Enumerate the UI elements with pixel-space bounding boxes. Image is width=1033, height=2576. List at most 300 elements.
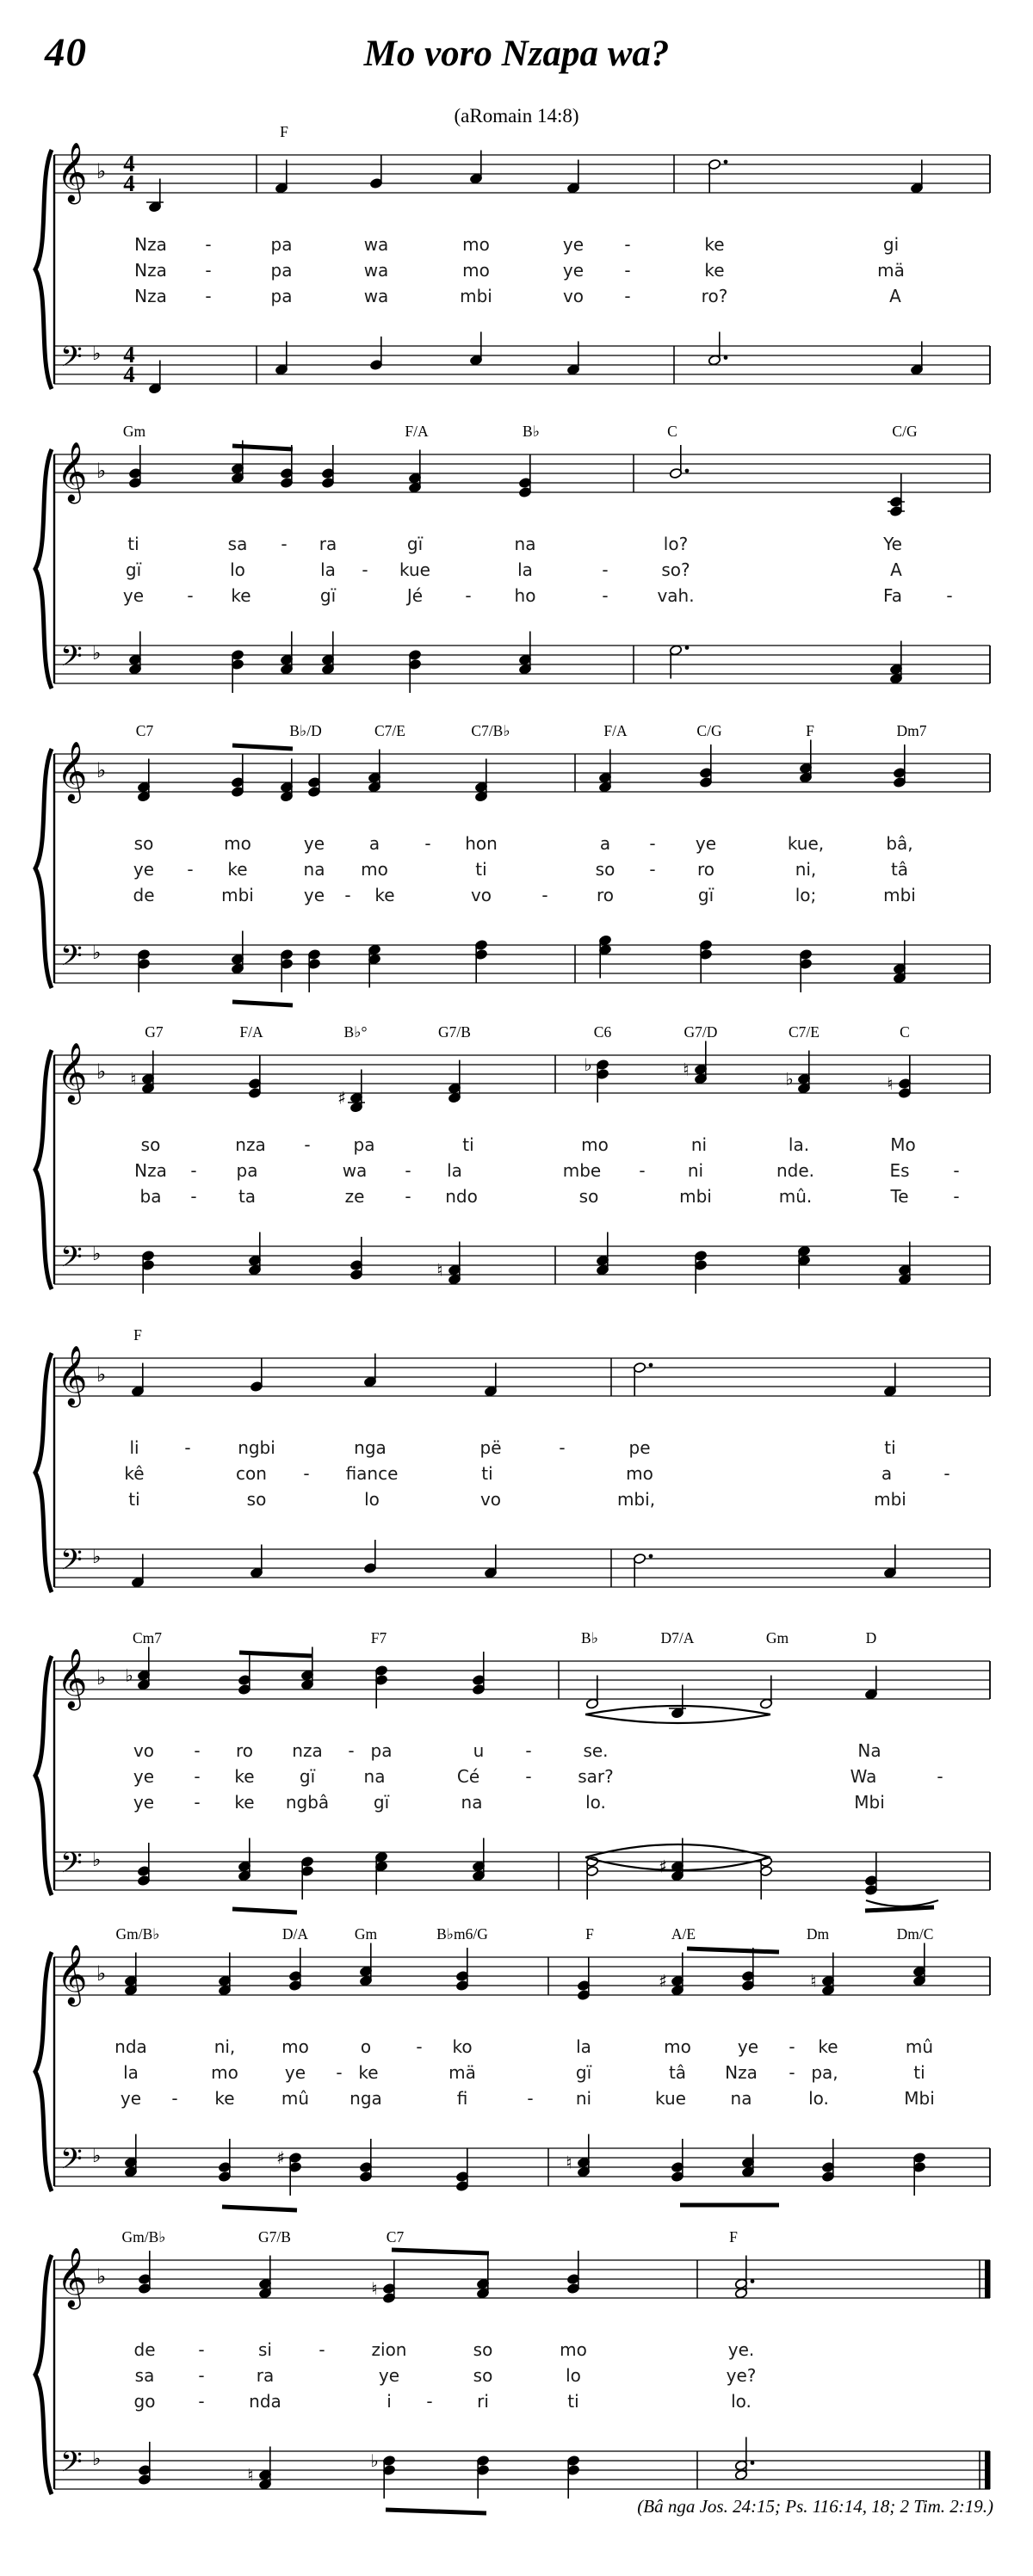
accidental-icon: ♭ bbox=[370, 2450, 379, 2471]
lyric-syllable: Cé bbox=[456, 1766, 480, 1787]
chord-label: Cm7 bbox=[132, 1629, 163, 1646]
bass-staff bbox=[54, 1852, 990, 1890]
chord-label: C bbox=[667, 423, 677, 440]
lyric-syllable: mû bbox=[905, 2036, 934, 2057]
system-brace bbox=[35, 1050, 52, 1289]
lyric-syllable: ze bbox=[344, 1186, 365, 1207]
lyric-syllable: ke bbox=[374, 885, 395, 905]
lyric-syllable: gï bbox=[406, 534, 424, 554]
note bbox=[912, 1943, 925, 1986]
lyric-syllable: ye bbox=[133, 1766, 155, 1787]
note bbox=[448, 1060, 461, 1103]
lyric-syllable: so bbox=[140, 1134, 161, 1155]
lyric-syllable: a bbox=[881, 1463, 893, 1484]
lyric-syllable: ye? bbox=[726, 2365, 757, 2386]
lyric-syllable: ni bbox=[687, 1160, 704, 1181]
note bbox=[370, 2450, 395, 2499]
lyric-syllable: ke bbox=[231, 585, 251, 606]
beam bbox=[222, 2207, 297, 2210]
chord-label: C/G bbox=[696, 722, 722, 739]
note bbox=[893, 744, 906, 788]
note bbox=[137, 759, 150, 802]
note bbox=[694, 1251, 707, 1294]
note bbox=[889, 641, 902, 684]
lyric-syllable: gï bbox=[697, 885, 714, 905]
lyric-hyphen: - bbox=[205, 286, 212, 306]
system-brace bbox=[35, 449, 52, 689]
note bbox=[276, 2147, 301, 2196]
lyric-syllable: so bbox=[578, 1186, 599, 1207]
beam bbox=[232, 446, 293, 449]
lyric-hyphen: - bbox=[198, 2365, 205, 2386]
lyric-syllable: mû bbox=[281, 2088, 310, 2109]
lyric-hyphen: - bbox=[527, 2088, 534, 2109]
lyric-syllable: con bbox=[236, 1463, 267, 1484]
chord-label: Dm bbox=[806, 1925, 830, 1943]
note bbox=[566, 2134, 590, 2178]
accidental-icon: ♮ bbox=[130, 1068, 137, 1090]
chord-label: B♭ bbox=[523, 423, 540, 440]
note bbox=[566, 2456, 579, 2499]
chord-label: G7/B bbox=[258, 2228, 291, 2246]
lyric-syllable: mbi bbox=[874, 1489, 906, 1510]
lyric-syllable: ye bbox=[133, 859, 155, 880]
lyric-hyphen: - bbox=[405, 1160, 411, 1181]
note bbox=[898, 1242, 911, 1285]
note bbox=[741, 2134, 754, 2178]
lyric-syllable: ke bbox=[214, 2088, 235, 2109]
lyric-hyphen: - bbox=[649, 859, 656, 880]
accidental-icon: ♮ bbox=[371, 2278, 378, 2299]
lyric-syllable: si bbox=[258, 2339, 272, 2360]
beam bbox=[392, 2250, 489, 2253]
chord-label: F7 bbox=[370, 1629, 387, 1646]
note bbox=[280, 445, 293, 488]
key-flat-icon: ♭ bbox=[92, 643, 102, 664]
lyric-hyphen: - bbox=[198, 2339, 205, 2360]
lyric-syllable: wa bbox=[363, 234, 389, 255]
note bbox=[138, 2251, 151, 2294]
lyric-syllable: ra bbox=[319, 534, 337, 554]
lyric-syllable: nda bbox=[249, 2391, 281, 2412]
chord-label: Dm/C bbox=[896, 1925, 934, 1943]
lyric-syllable: sar? bbox=[578, 1766, 614, 1787]
note bbox=[124, 2134, 137, 2178]
accidental-icon: ♭ bbox=[125, 1665, 133, 1686]
bass-clef-icon: 𝄢 bbox=[60, 2446, 83, 2486]
lyric-syllable: o bbox=[360, 2036, 372, 2057]
note bbox=[821, 2139, 834, 2182]
lyric-syllable: ti bbox=[884, 1437, 896, 1458]
accidental-icon: ♯ bbox=[337, 1087, 346, 1109]
chord-label: B♭ bbox=[581, 1629, 598, 1646]
accidental-icon: ♯ bbox=[276, 2147, 285, 2168]
note bbox=[888, 473, 905, 516]
chord-label: F/A bbox=[405, 423, 429, 440]
lyric-hyphen: - bbox=[559, 1437, 566, 1458]
lyric-hyphen: - bbox=[190, 1186, 197, 1207]
lyric-syllable: mbi bbox=[883, 885, 916, 905]
note bbox=[912, 2153, 925, 2196]
lyric-syllable: mû. bbox=[778, 1186, 813, 1207]
lyric-syllable: li bbox=[129, 1437, 139, 1458]
lyric-syllable: A bbox=[890, 559, 902, 580]
lyric-syllable: Nza bbox=[134, 234, 167, 255]
lyric-hyphen: - bbox=[187, 585, 194, 606]
lyric-syllable: kue, bbox=[787, 833, 825, 854]
note bbox=[337, 1070, 365, 1113]
chord-label: A/E bbox=[671, 1925, 696, 1943]
note bbox=[307, 949, 320, 992]
bass-clef-icon: 𝄢 bbox=[60, 1544, 83, 1584]
lyric-syllable: ro bbox=[596, 885, 615, 905]
lyric-syllable: so bbox=[473, 2339, 493, 2360]
lyric-hyphen: - bbox=[348, 1740, 355, 1761]
lyric-syllable: wa bbox=[342, 1160, 368, 1181]
note bbox=[474, 940, 487, 983]
bass-staff bbox=[54, 2148, 990, 2186]
lyric-syllable: tâ bbox=[890, 859, 909, 880]
treble-clef-icon: 𝄞 bbox=[57, 2247, 88, 2307]
lyric-syllable: ke bbox=[234, 1792, 255, 1813]
lyric-syllable: la bbox=[447, 1160, 462, 1181]
lyric-syllable: lo bbox=[566, 2365, 581, 2386]
lyric-syllable: lo? bbox=[663, 534, 689, 554]
chord-label: Gm bbox=[354, 1925, 378, 1943]
chord-label: F bbox=[280, 123, 288, 140]
system-brace bbox=[35, 1656, 52, 1895]
lyric-hyphen: - bbox=[943, 1463, 950, 1484]
time-signature: 4 bbox=[123, 151, 135, 176]
note bbox=[374, 1851, 387, 1894]
note bbox=[455, 1948, 468, 1991]
key-flat-icon: ♭ bbox=[92, 1547, 102, 1568]
lyric-syllable: pa bbox=[370, 1740, 393, 1761]
lyric-syllable: na bbox=[303, 859, 325, 880]
note bbox=[699, 940, 712, 983]
lyric-syllable: Na bbox=[857, 1740, 881, 1761]
lyric-hyphen: - bbox=[602, 585, 609, 606]
treble-clef-icon: 𝄞 bbox=[57, 1648, 88, 1708]
lyric-syllable: mbi bbox=[679, 1186, 712, 1207]
lyric-syllable: Wa bbox=[850, 1766, 877, 1787]
chord-label: C7/B♭ bbox=[471, 722, 510, 739]
tie-arc bbox=[585, 1844, 770, 1857]
note bbox=[218, 2139, 231, 2182]
note bbox=[280, 632, 293, 675]
note bbox=[472, 1838, 485, 1881]
system-brace bbox=[35, 150, 52, 389]
note bbox=[799, 949, 812, 992]
accidental-icon: ♭ bbox=[785, 1068, 794, 1090]
lyric-syllable: ye bbox=[562, 260, 585, 281]
lyric-syllable: mo bbox=[462, 234, 490, 255]
lyric-syllable: ke bbox=[704, 234, 725, 255]
lyric-syllable: mä bbox=[448, 2062, 476, 2083]
lyric-syllable: so bbox=[246, 1489, 267, 1510]
lyric-syllable: ba bbox=[139, 1186, 162, 1207]
beam bbox=[687, 1949, 779, 1952]
chord-label: G7 bbox=[145, 1023, 164, 1041]
note bbox=[734, 2256, 754, 2299]
note bbox=[671, 2139, 684, 2182]
lyric-syllable: ye bbox=[695, 833, 717, 854]
note bbox=[436, 1242, 461, 1285]
chord-label: D bbox=[865, 1629, 877, 1646]
lyric-syllable: ye bbox=[378, 2365, 400, 2386]
lyric-syllable: la bbox=[576, 2036, 591, 2057]
note bbox=[258, 2256, 271, 2299]
note bbox=[128, 445, 141, 488]
lyric-syllable: vo bbox=[479, 1489, 502, 1510]
chord-label: C/G bbox=[892, 423, 918, 440]
chord-label: C bbox=[900, 1023, 910, 1041]
treble-clef-icon: 𝄞 bbox=[57, 142, 88, 202]
key-flat-icon: ♭ bbox=[92, 2449, 102, 2470]
accidental-icon: ♮ bbox=[566, 2152, 572, 2173]
lyric-syllable: nza bbox=[292, 1740, 323, 1761]
lyric-hyphen: - bbox=[789, 2062, 795, 2083]
lyric-syllable: mä bbox=[877, 260, 905, 281]
lyric-syllable: i bbox=[387, 2391, 392, 2412]
lyric-hyphen: - bbox=[525, 1766, 532, 1787]
bass-clef-icon: 𝄢 bbox=[60, 1241, 83, 1281]
accidental-icon: ♯ bbox=[659, 1856, 667, 1877]
note bbox=[759, 1856, 772, 1900]
lyric-syllable: na bbox=[363, 1766, 386, 1787]
lyric-syllable: Jé bbox=[406, 585, 424, 606]
lyric-syllable: mbi bbox=[221, 885, 254, 905]
key-flat-icon: ♭ bbox=[92, 942, 102, 964]
lyric-syllable: mbi, bbox=[616, 1489, 656, 1510]
lyric-hyphen: - bbox=[953, 1160, 960, 1181]
chord-label: C7/E bbox=[374, 722, 405, 739]
music-system-6 bbox=[0, 1620, 1033, 1923]
scripture-footer: (Bâ nga Jos. 24:15; Ps. 116:14, 18; 2 Tim. 2:19.) bbox=[637, 2496, 993, 2517]
lyric-syllable: mo bbox=[281, 2036, 309, 2057]
lyric-syllable: gï bbox=[125, 559, 142, 580]
lyric-syllable: nde. bbox=[776, 1160, 815, 1181]
lyric-syllable: ta bbox=[238, 1186, 257, 1207]
page-subtitle: (aRomain 14:8) bbox=[454, 105, 579, 127]
note bbox=[371, 2260, 395, 2303]
lyric-syllable: Nza bbox=[725, 2062, 758, 2083]
lyric-syllable: vo bbox=[562, 286, 585, 306]
chord-label: F bbox=[585, 1925, 594, 1943]
lyric-syllable: ro? bbox=[701, 286, 728, 306]
lyric-syllable: pa, bbox=[811, 2062, 838, 2083]
lyric-hyphen: - bbox=[624, 234, 631, 255]
lyric-syllable: lo. bbox=[585, 1792, 606, 1813]
lyric-hyphen: - bbox=[336, 2062, 343, 2083]
lyric-hyphen: - bbox=[541, 885, 548, 905]
chord-label: F bbox=[133, 1326, 142, 1344]
bass-clef-icon: 𝄢 bbox=[60, 1847, 83, 1887]
lyric-syllable: A bbox=[889, 286, 901, 306]
lyric-syllable: Nza bbox=[134, 1160, 167, 1181]
lyric-syllable: gï bbox=[575, 2062, 592, 2083]
note bbox=[231, 754, 244, 797]
note bbox=[887, 1055, 911, 1098]
bass-clef-icon: 𝄢 bbox=[60, 341, 83, 380]
note bbox=[130, 1051, 154, 1094]
lyric-hyphen: - bbox=[624, 260, 631, 281]
lyric-hyphen: - bbox=[602, 559, 609, 580]
beam bbox=[386, 2510, 486, 2513]
lyric-hyphen: - bbox=[424, 833, 431, 854]
chord-label: Dm7 bbox=[896, 722, 927, 739]
lyric-hyphen: - bbox=[194, 1766, 201, 1787]
lyric-syllable: Mbi bbox=[904, 2088, 935, 2109]
lyric-syllable: la. bbox=[788, 1134, 810, 1155]
lyric-syllable: ti bbox=[913, 2062, 925, 2083]
lyric-syllable: ke bbox=[234, 1766, 255, 1787]
note bbox=[231, 650, 244, 693]
treble-staff bbox=[54, 1055, 990, 1093]
accidental-icon: ♮ bbox=[887, 1073, 894, 1094]
lyric-syllable: mo bbox=[462, 260, 490, 281]
note bbox=[699, 744, 712, 788]
lyric-syllable: a bbox=[368, 833, 380, 854]
lyric-syllable: ye bbox=[122, 585, 145, 606]
lyric-syllable: ye bbox=[303, 885, 325, 905]
key-flat-icon: ♭ bbox=[96, 1059, 107, 1084]
chord-label: B♭m6/G bbox=[436, 1925, 488, 1943]
treble-staff bbox=[54, 1358, 990, 1396]
treble-staff bbox=[54, 1661, 990, 1699]
note bbox=[250, 1358, 263, 1392]
lyric-syllable: ye bbox=[562, 234, 585, 255]
lyric-syllable: ngbâ bbox=[285, 1792, 330, 1813]
lyric-syllable: ra bbox=[256, 2365, 275, 2386]
music-system-2 bbox=[0, 413, 1033, 716]
note bbox=[374, 1665, 387, 1708]
chord-label: C7 bbox=[386, 2228, 405, 2246]
key-flat-icon: ♭ bbox=[92, 1244, 102, 1265]
lyric-syllable: vah. bbox=[657, 585, 695, 606]
note bbox=[469, 332, 482, 366]
bass-clef-icon: 𝄢 bbox=[60, 640, 83, 680]
time-signature: 4 bbox=[123, 361, 135, 387]
lyric-syllable: gï bbox=[319, 585, 337, 606]
chord-label: F bbox=[806, 722, 814, 739]
lyric-syllable: fi bbox=[456, 2088, 468, 2109]
lyric-syllable: ni bbox=[690, 1134, 708, 1155]
key-flat-icon: ♭ bbox=[92, 2146, 102, 2167]
lyric-hyphen: - bbox=[304, 1134, 311, 1155]
lyric-syllable: pa bbox=[270, 260, 293, 281]
lyric-hyphen: - bbox=[416, 2036, 423, 2057]
system-brace bbox=[35, 749, 52, 988]
lyric-syllable: Mo bbox=[890, 1134, 916, 1155]
bass-staff bbox=[54, 646, 990, 683]
lyric-syllable: ni bbox=[575, 2088, 592, 2109]
lyric-hyphen: - bbox=[946, 585, 953, 606]
beam bbox=[865, 1907, 934, 1911]
lyric-syllable: ti bbox=[127, 534, 139, 554]
lyric-syllable: tâ bbox=[668, 2062, 687, 2083]
beam bbox=[232, 745, 293, 749]
note bbox=[566, 2251, 579, 2294]
accidental-icon: ♮ bbox=[247, 2464, 254, 2486]
system-brace bbox=[35, 2255, 52, 2494]
lyric-syllable: gï bbox=[299, 1766, 316, 1787]
lyric-syllable: u bbox=[473, 1740, 485, 1761]
note bbox=[708, 332, 727, 366]
lyric-syllable: Nza bbox=[134, 286, 167, 306]
lyric-syllable: ke bbox=[704, 260, 725, 281]
lyric-syllable: sa bbox=[227, 534, 248, 554]
accidental-icon: ♮ bbox=[810, 1970, 817, 1992]
lyric-hyphen: - bbox=[465, 585, 472, 606]
chord-label: G7/B bbox=[438, 1023, 471, 1041]
lyric-hyphen: - bbox=[344, 885, 351, 905]
lyric-syllable: ti bbox=[462, 1134, 474, 1155]
chord-label: Gm bbox=[765, 1629, 789, 1646]
chord-label: C7/E bbox=[789, 1023, 820, 1041]
bass-staff bbox=[54, 1246, 990, 1284]
note bbox=[584, 1054, 609, 1103]
accidental-icon: ♮ bbox=[683, 1059, 690, 1080]
music-system-5 bbox=[0, 1317, 1033, 1620]
treble-clef-icon: 𝄞 bbox=[57, 741, 88, 801]
lyric-syllable: la bbox=[123, 2062, 139, 2083]
lyric-syllable: mo bbox=[581, 1134, 609, 1155]
note bbox=[864, 1852, 877, 1895]
lyric-hyphen: - bbox=[194, 1792, 201, 1813]
lyric-syllable: Te bbox=[890, 1186, 909, 1207]
lyric-syllable: kue bbox=[655, 2088, 686, 2109]
lyric-syllable: mo bbox=[664, 2036, 691, 2057]
lyric-syllable: ti bbox=[475, 859, 487, 880]
chord-label: D/A bbox=[281, 1925, 309, 1943]
note bbox=[238, 1838, 251, 1881]
lyric-syllable: ke bbox=[358, 2062, 379, 2083]
lyric-hyphen: - bbox=[194, 1740, 201, 1761]
beam bbox=[239, 1652, 312, 1656]
lyric-hyphen: - bbox=[281, 534, 288, 554]
lyric-syllable: ngbi bbox=[238, 1437, 275, 1458]
lyric-syllable: a bbox=[599, 833, 611, 854]
note bbox=[141, 1251, 154, 1294]
note bbox=[321, 445, 334, 488]
note bbox=[349, 1237, 362, 1280]
lyric-syllable: so? bbox=[661, 559, 690, 580]
lyric-syllable: se. bbox=[583, 1740, 609, 1761]
bass-staff bbox=[54, 945, 990, 983]
lyric-syllable: pe bbox=[628, 1437, 651, 1458]
note bbox=[785, 1051, 810, 1094]
lyric-syllable: Nza bbox=[134, 260, 167, 281]
note bbox=[797, 1245, 810, 1288]
accidental-icon: ♭ bbox=[584, 1054, 592, 1075]
lyric-syllable: ni, bbox=[213, 2036, 236, 2057]
lyric-hyphen: - bbox=[624, 286, 631, 306]
note bbox=[368, 750, 380, 793]
note bbox=[307, 754, 320, 797]
lyric-syllable: ro bbox=[696, 859, 715, 880]
lyric-hyphen: - bbox=[649, 833, 656, 854]
lyric-syllable: pa bbox=[270, 286, 293, 306]
lyric-syllable: Fa bbox=[883, 585, 902, 606]
note bbox=[359, 2139, 372, 2182]
lyric-syllable: ti bbox=[567, 2391, 579, 2412]
bass-staff bbox=[54, 346, 990, 384]
chord-label: B♭/D bbox=[289, 722, 322, 739]
lyric-syllable: nza bbox=[235, 1134, 266, 1155]
lyric-syllable: nga bbox=[354, 1437, 387, 1458]
note bbox=[476, 2256, 489, 2299]
